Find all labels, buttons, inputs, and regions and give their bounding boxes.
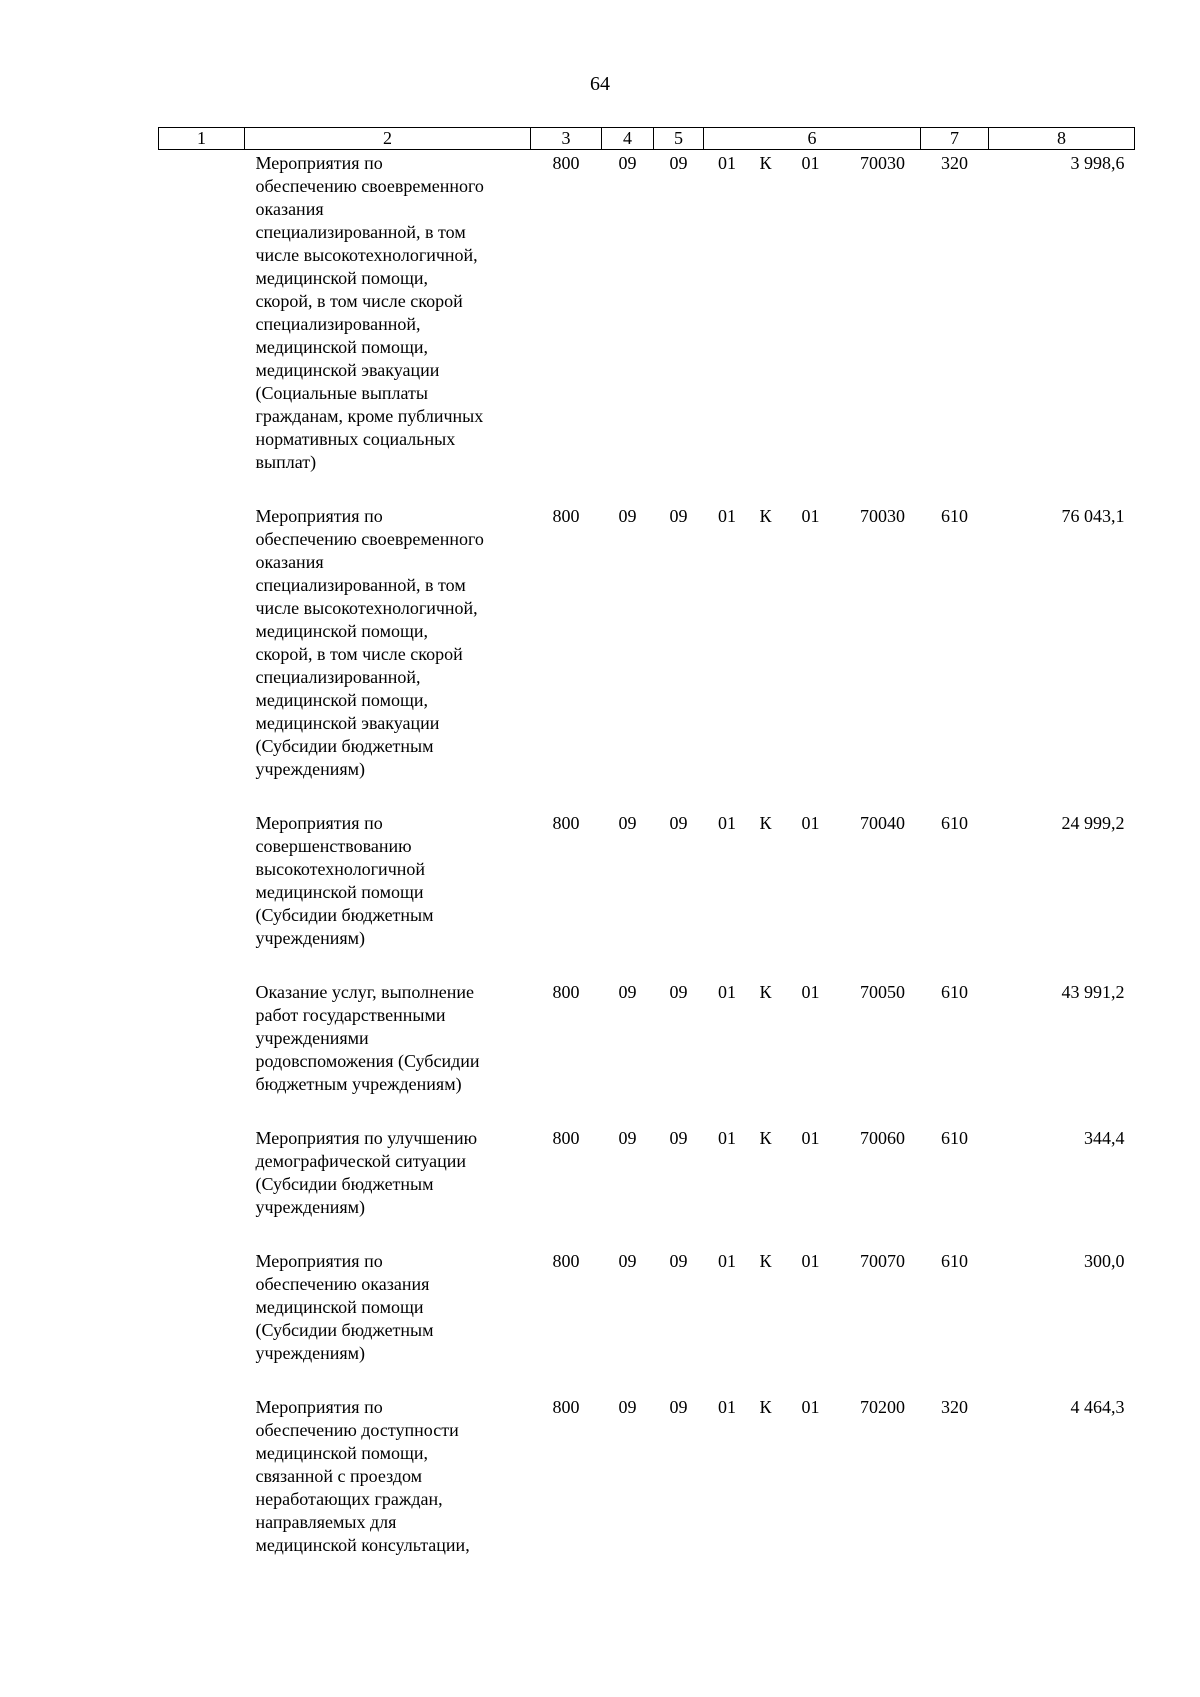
description-line: (Субсидии бюджетным [255, 905, 434, 925]
subsection-code-value: 09 [669, 982, 688, 1002]
description-line: (Субсидии бюджетным [255, 1174, 434, 1194]
description-line: совершенствованию [255, 836, 412, 856]
subsection-code [654, 812, 704, 981]
column-header: 5 [654, 128, 704, 150]
description-line: Мероприятия по [255, 1251, 383, 1271]
ministry-code [531, 1396, 602, 1588]
empty-cell [159, 1127, 245, 1250]
program-code: 01 [718, 982, 736, 1002]
direction-code: 70200 [860, 1397, 905, 1417]
expense-type-code [921, 150, 989, 506]
event-code: 01 [801, 153, 820, 173]
program-code: 01 [718, 1251, 736, 1271]
column-header: 4 [602, 128, 654, 150]
expense-type-code [921, 1250, 989, 1396]
description-line: обеспечению своевременного [255, 176, 484, 196]
description-line: неработающих граждан, [255, 1489, 443, 1509]
description-line: учреждениям) [255, 759, 366, 779]
description-line: учреждениям) [255, 928, 366, 948]
row-description [245, 505, 531, 812]
description-line: медицинской помощи, [255, 690, 428, 710]
description-line: медицинской консультации, [255, 1535, 470, 1555]
description-line: оказания [255, 552, 324, 572]
amount-cell [989, 1396, 1135, 1588]
row-description [245, 1127, 531, 1250]
empty-cell [159, 1250, 245, 1396]
table-row [159, 981, 1135, 1127]
section-code-value: 09 [618, 1128, 637, 1148]
expense-type-value: 610 [941, 1251, 968, 1271]
subprogram-code: К [759, 813, 772, 833]
subsection-code-value: 09 [669, 153, 688, 173]
subsection-code-value: 09 [669, 1251, 688, 1271]
column-header: 7 [921, 128, 989, 150]
ministry-code [531, 150, 602, 506]
section-code [602, 1127, 654, 1250]
description-line: Мероприятия по [255, 1397, 383, 1417]
description-line: нормативных социальных [255, 429, 456, 449]
column-header: 3 [531, 128, 602, 150]
description-line: работ государственными [255, 1005, 446, 1025]
table-row [159, 1396, 1135, 1588]
column-header: 2 [245, 128, 531, 150]
section-code [602, 812, 654, 981]
description-line: числе высокотехнологичной, [255, 598, 478, 618]
subsection-code [654, 981, 704, 1127]
expense-type-value: 320 [941, 153, 968, 173]
empty-cell [159, 505, 245, 812]
section-code-value: 09 [618, 1251, 637, 1271]
ministry-code-value: 800 [552, 1128, 580, 1148]
target-article-code [704, 505, 921, 812]
subsection-code [654, 1396, 704, 1588]
description-line: учреждениями [255, 1028, 369, 1048]
section-code [602, 1396, 654, 1588]
description-line: учреждениям) [255, 1343, 366, 1363]
description-line: связанной с проездом [255, 1466, 423, 1486]
direction-code: 70060 [860, 1128, 905, 1148]
event-code: 01 [801, 1397, 820, 1417]
subsection-code-value: 09 [669, 1397, 688, 1417]
program-code: 01 [718, 1397, 736, 1417]
target-article-code [704, 1396, 921, 1588]
subsection-code [654, 150, 704, 506]
description-line: обеспечению доступности [255, 1420, 459, 1440]
description-line: (Субсидии бюджетным [255, 736, 434, 756]
table-row [159, 812, 1135, 981]
page-number: 64 [590, 73, 610, 95]
description-line: медицинской помощи, [255, 621, 428, 641]
ministry-code-value: 800 [552, 1251, 580, 1271]
target-article-code [704, 1127, 921, 1250]
ministry-code-value: 800 [552, 813, 580, 833]
section-code [602, 1250, 654, 1396]
section-code-value: 09 [618, 813, 637, 833]
description-line: специализированной, в том [255, 222, 466, 242]
amount-cell [989, 981, 1135, 1127]
description-line: демографической ситуации [255, 1151, 467, 1171]
subsection-code [654, 1127, 704, 1250]
subprogram-code: К [759, 153, 772, 173]
ministry-code [531, 1127, 602, 1250]
empty-cell [159, 1396, 245, 1588]
target-article-code [704, 1250, 921, 1396]
description-line: Оказание услуг, выполнение [255, 982, 474, 1002]
event-code: 01 [801, 813, 820, 833]
description-line: обеспечению своевременного [255, 529, 484, 549]
direction-code: 70070 [860, 1251, 905, 1271]
table-row [159, 505, 1135, 812]
target-article-code [704, 150, 921, 506]
description-line: родовспоможения (Субсидии [255, 1051, 480, 1071]
section-code-value: 09 [618, 982, 637, 1002]
direction-code: 70030 [860, 153, 905, 173]
expense-type-code [921, 505, 989, 812]
amount-value: 300,0 [1084, 1251, 1125, 1271]
expense-type-value: 610 [941, 1128, 968, 1148]
subsection-code-value: 09 [669, 506, 688, 526]
row-description [245, 981, 531, 1127]
description-line: высокотехнологичной [255, 859, 426, 879]
description-line: медицинской помощи [255, 882, 424, 902]
description-line: специализированной, [255, 667, 421, 687]
event-code: 01 [801, 506, 820, 526]
row-description [245, 812, 531, 981]
section-code-value: 09 [618, 1397, 637, 1417]
ministry-code [531, 505, 602, 812]
amount-value: 76 043,1 [1061, 506, 1125, 526]
description-line: специализированной, [255, 314, 421, 334]
section-code-value: 09 [618, 153, 637, 173]
program-code: 01 [718, 1128, 736, 1148]
expense-type-value: 320 [941, 1397, 968, 1417]
expense-type-value: 610 [941, 982, 968, 1002]
target-article-code [704, 981, 921, 1127]
table-row [159, 1250, 1135, 1396]
event-code: 01 [801, 1251, 820, 1271]
subprogram-code: К [759, 506, 772, 526]
ministry-code-value: 800 [552, 153, 580, 173]
column-header: 6 [704, 128, 921, 150]
table-header-row [159, 128, 1135, 150]
description-line: Мероприятия по [255, 813, 383, 833]
row-description [245, 1250, 531, 1396]
description-line: медицинской эвакуации [255, 713, 440, 733]
description-line: специализированной, в том [255, 575, 466, 595]
ministry-code-value: 800 [552, 506, 580, 526]
empty-cell [159, 812, 245, 981]
description-line: учреждениям) [255, 1197, 366, 1217]
description-line: скорой, в том числе скорой [255, 291, 463, 311]
budget-table [158, 127, 1135, 1588]
description-line: (Социальные выплаты [255, 383, 429, 403]
subprogram-code: К [759, 982, 772, 1002]
description-line: скорой, в том числе скорой [255, 644, 463, 664]
column-header: 8 [989, 128, 1135, 150]
direction-code: 70050 [860, 982, 905, 1002]
expense-type-code [921, 981, 989, 1127]
description-line: медицинской помощи, [255, 337, 428, 357]
description-line: числе высокотехнологичной, [255, 245, 478, 265]
empty-cell [159, 150, 245, 506]
description-line: Мероприятия по [255, 153, 383, 173]
ministry-code [531, 981, 602, 1127]
description-line: гражданам, кроме публичных [255, 406, 484, 426]
description-line: Мероприятия по улучшению [255, 1128, 478, 1148]
amount-cell [989, 812, 1135, 981]
ministry-code [531, 812, 602, 981]
description-line: медицинской помощи, [255, 268, 428, 288]
amount-value: 344,4 [1084, 1128, 1125, 1148]
table-row [159, 1127, 1135, 1250]
description-line: направляемых для [255, 1512, 397, 1532]
column-header: 1 [159, 128, 245, 150]
description-line: выплат) [255, 452, 317, 472]
expense-type-value: 610 [941, 506, 968, 526]
description-line: медицинской помощи [255, 1297, 424, 1317]
ministry-code-value: 800 [552, 1397, 580, 1417]
amount-cell [989, 150, 1135, 506]
direction-code: 70030 [860, 506, 905, 526]
subprogram-code: К [759, 1251, 772, 1271]
amount-cell [989, 1250, 1135, 1396]
subsection-code [654, 505, 704, 812]
program-code: 01 [718, 153, 736, 173]
description-line: Мероприятия по [255, 506, 383, 526]
ministry-code [531, 1250, 602, 1396]
amount-value: 3 998,6 [1070, 153, 1125, 173]
description-line: медицинской помощи, [255, 1443, 428, 1463]
event-code: 01 [801, 1128, 820, 1148]
empty-cell [159, 981, 245, 1127]
expense-type-value: 610 [941, 813, 968, 833]
section-code [602, 981, 654, 1127]
amount-cell [989, 505, 1135, 812]
amount-value: 43 991,2 [1061, 982, 1125, 1002]
target-article-code [704, 812, 921, 981]
amount-cell [989, 1127, 1135, 1250]
program-code: 01 [718, 506, 736, 526]
expense-type-code [921, 1396, 989, 1588]
subprogram-code: К [759, 1397, 772, 1417]
ministry-code-value: 800 [552, 982, 580, 1002]
description-line: обеспечению оказания [255, 1274, 430, 1294]
description-line: (Субсидии бюджетным [255, 1320, 434, 1340]
description-line: оказания [255, 199, 324, 219]
section-code-value: 09 [618, 506, 637, 526]
subsection-code-value: 09 [669, 813, 688, 833]
amount-value: 24 999,2 [1061, 813, 1125, 833]
description-line: бюджетным учреждениям) [255, 1074, 462, 1094]
subprogram-code: К [759, 1128, 772, 1148]
description-line: медицинской эвакуации [255, 360, 440, 380]
subsection-code-value: 09 [669, 1128, 688, 1148]
row-description [245, 150, 531, 506]
program-code: 01 [718, 813, 736, 833]
direction-code: 70040 [860, 813, 905, 833]
row-description [245, 1396, 531, 1588]
event-code: 01 [801, 982, 820, 1002]
expense-type-code [921, 1127, 989, 1250]
table-row [159, 150, 1135, 506]
section-code [602, 150, 654, 506]
subsection-code [654, 1250, 704, 1396]
expense-type-code [921, 812, 989, 981]
amount-value: 4 464,3 [1070, 1397, 1125, 1417]
section-code [602, 505, 654, 812]
